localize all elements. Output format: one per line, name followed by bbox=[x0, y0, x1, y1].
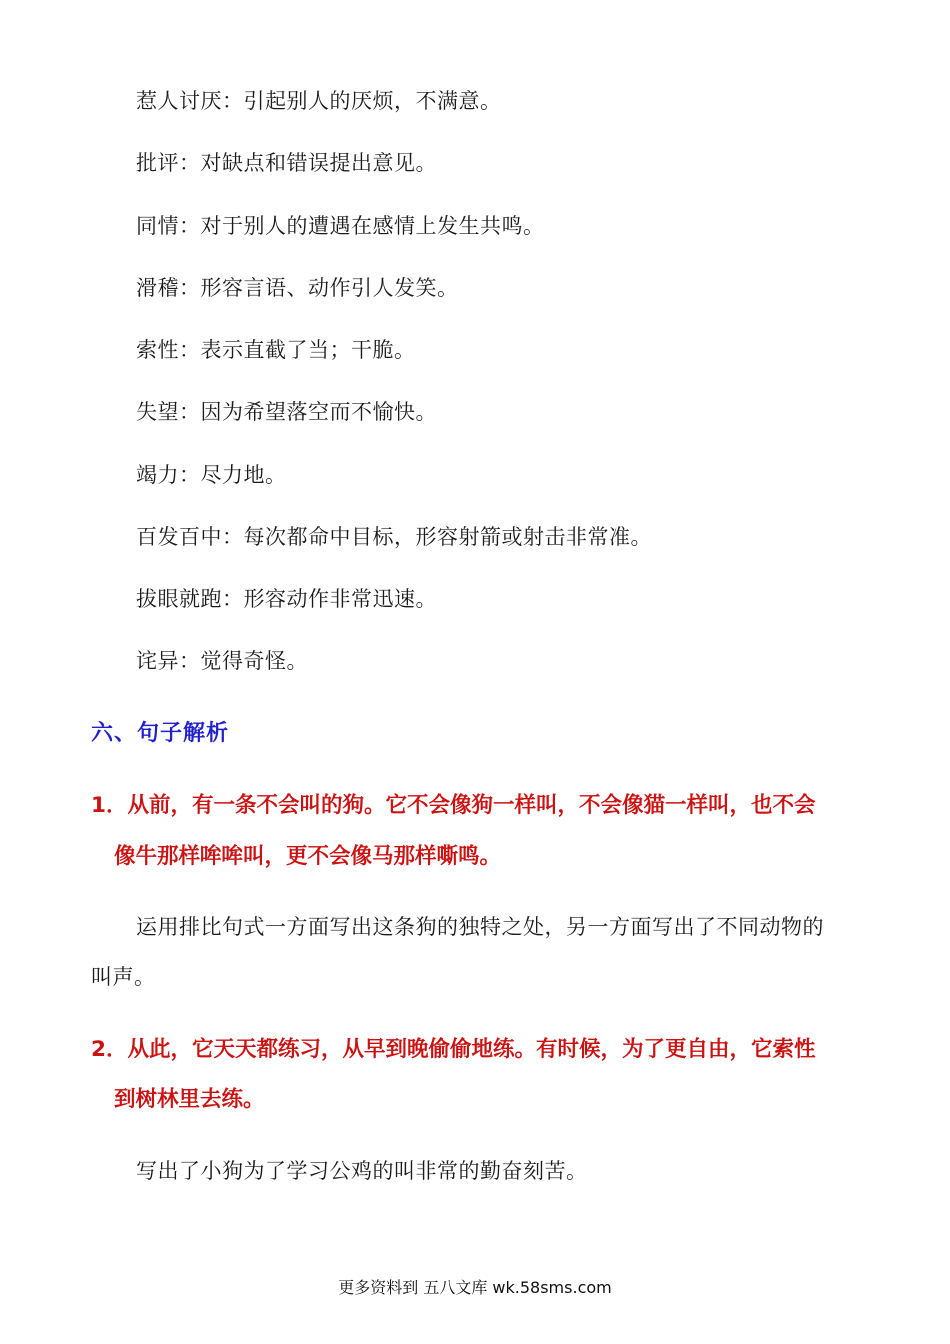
vocab-item: 竭力：尽力地。 bbox=[136, 463, 287, 487]
vocab-item: 同情：对于别人的遭遇在感情上发生共鸣。 bbox=[136, 214, 545, 238]
vocab-item: 索性：表示直截了当；干脆。 bbox=[136, 338, 416, 362]
vocab-item: 批评：对缺点和错误提出意见。 bbox=[136, 151, 437, 175]
sentence-analysis: 写出了小狗为了学习公鸡的叫非常的勤奋刻苦。 bbox=[136, 1159, 588, 1183]
sentence-question: 1．从前，有一条不会叫的狗。它不会像狗一样叫，不会像猫一样叫，也不会 bbox=[91, 793, 816, 818]
sentence-question: 到树林里去练。 bbox=[114, 1087, 265, 1112]
vocab-item: 滑稽：形容言语、动作引人发笑。 bbox=[136, 276, 459, 300]
section-heading: 六、句子解析 bbox=[91, 721, 230, 746]
vocab-item: 惹人讨厌：引起别人的厌烦，不满意。 bbox=[136, 89, 502, 113]
vocab-item: 百发百中：每次都命中目标，形容射箭或射击非常准。 bbox=[136, 525, 652, 549]
sentence-analysis: 运用排比句式一方面写出这条狗的独特之处，另一方面写出了不同动物的 bbox=[136, 915, 824, 939]
sentence-question: 像牛那样哞哞叫，更不会像马那样嘶鸣。 bbox=[114, 844, 502, 869]
sentence-question: 2．从此，它天天都练习，从早到晚偷偷地练。有时候，为了更自由，它索性 bbox=[91, 1037, 816, 1062]
vocab-item: 失望：因为希望落空而不愉快。 bbox=[136, 400, 437, 424]
sentence-analysis: 叫声。 bbox=[91, 965, 156, 989]
vocab-item: 拔眼就跑：形容动作非常迅速。 bbox=[136, 587, 437, 611]
footer-watermark: 更多资料到 五八文库 wk.58sms.com bbox=[338, 1278, 612, 1297]
vocab-item: 诧异：觉得奇怪。 bbox=[136, 649, 308, 673]
